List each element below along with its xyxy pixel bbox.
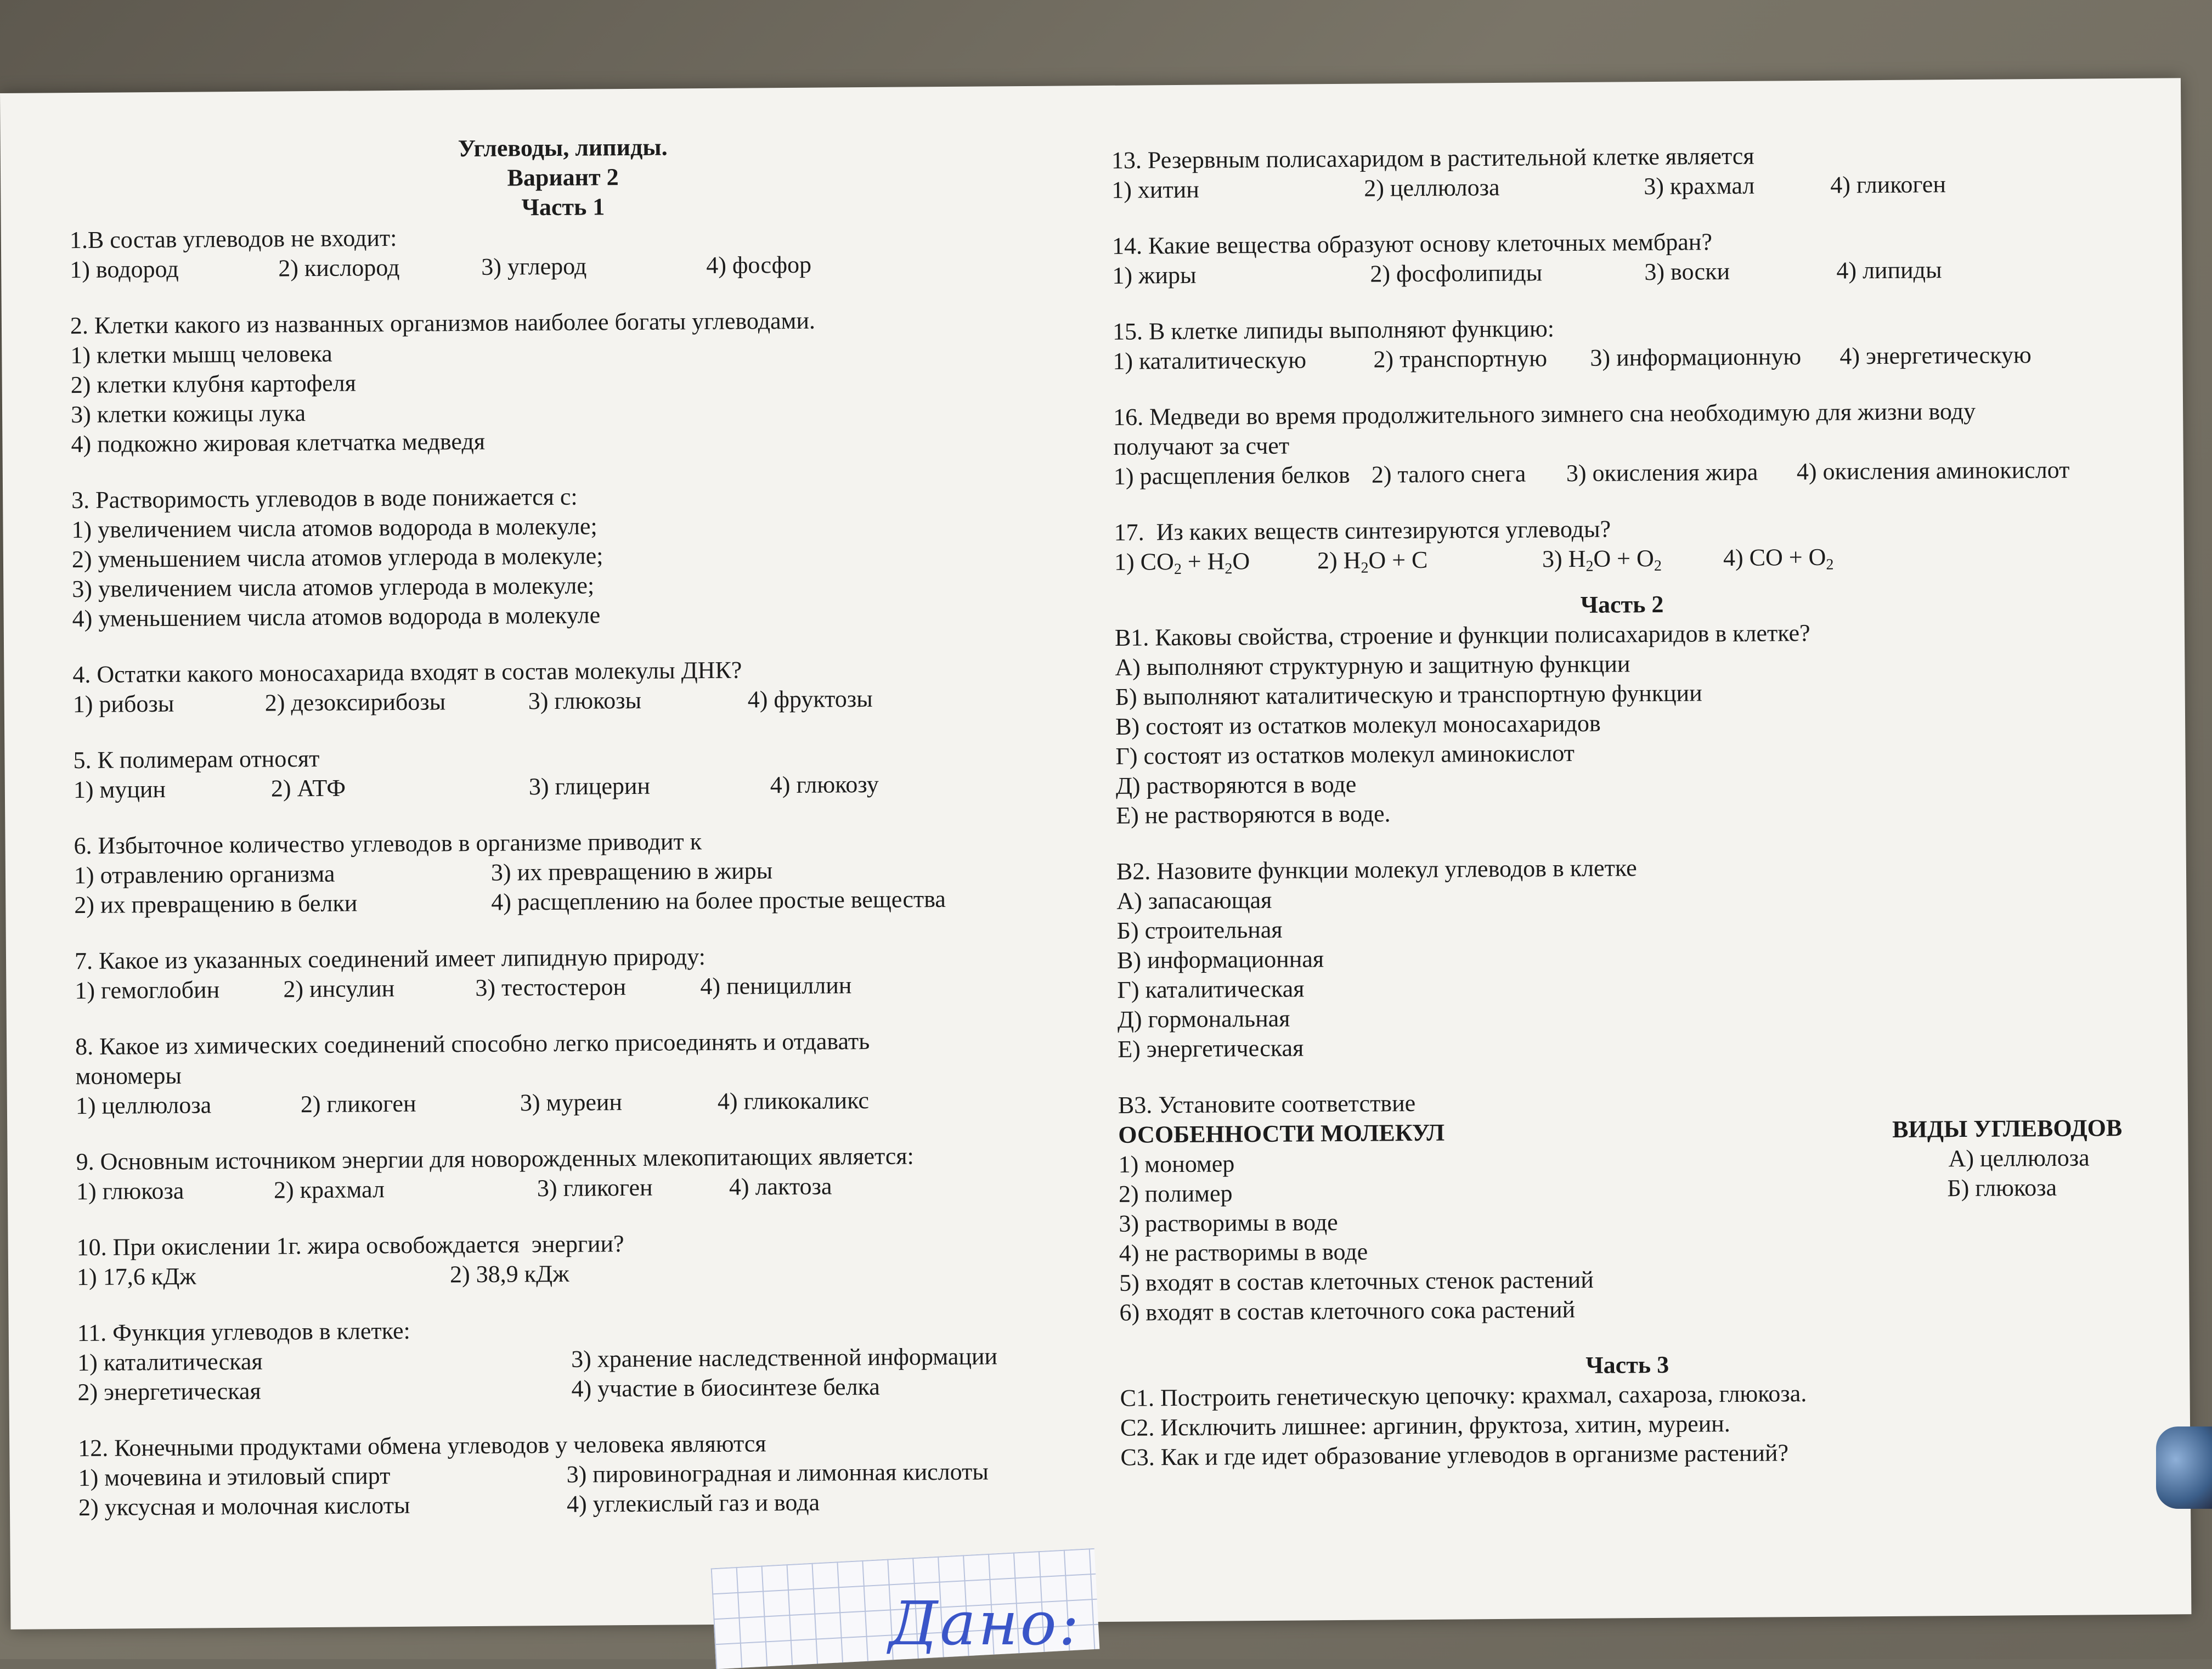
question-11	[77, 1312, 1065, 1408]
handwritten-note: Дано:	[889, 1588, 1081, 1659]
question-text: 4. Остатки какого моносахарида входят в состав молекулы ДНК?	[72, 656, 742, 689]
question-text: В3. Установите соответствие	[1118, 1090, 1416, 1119]
pen-cap	[2156, 1426, 2212, 1509]
option: 4) фосфор	[706, 251, 812, 279]
option: Д) гормональная	[1117, 1005, 1290, 1033]
option: 3) растворимы в воде	[1119, 1209, 1338, 1237]
option: Д) растворяются в воде	[1115, 770, 1357, 799]
question-16	[1113, 396, 2129, 492]
option: 4) гликоген	[1830, 171, 1946, 199]
question-4	[72, 653, 1060, 720]
option: 4) глюкозу	[770, 770, 879, 799]
option: 2) крахмал	[273, 1176, 385, 1204]
option: 2) фосфолипиды	[1370, 259, 1543, 287]
part2-heading: Часть 2	[1580, 590, 1664, 618]
option: 1) клетки мышц человека	[70, 340, 332, 369]
question-text: 5. К полимерам относят	[73, 745, 320, 774]
option: 3) хранение наследственной информации	[571, 1343, 998, 1373]
option: 3) глицерин	[528, 772, 651, 800]
option: 1) каталитическая	[77, 1347, 263, 1377]
option: А) запасающая	[1116, 886, 1272, 915]
option: 1) рибозы	[72, 690, 174, 718]
question-10	[77, 1226, 1065, 1293]
right-column	[1111, 139, 2136, 1473]
option: 1) целлюлоза	[75, 1091, 212, 1120]
question-3	[71, 479, 1060, 634]
question-9	[76, 1141, 1064, 1207]
option: 3) углерод	[481, 252, 587, 280]
option: А) выполняют структурную и защитную функции	[1115, 650, 1630, 681]
worksheet-page	[0, 78, 2191, 1629]
question-text: 12. Конечными продуктами обмена углеводов у человека являются	[78, 1430, 766, 1462]
option: 4) пенициллин	[700, 972, 852, 1000]
option: 2) инсулин	[283, 975, 395, 1003]
question-text: 3. Растворимость углеводов в воде понижается с:	[71, 483, 578, 514]
option: 2) гликоген	[300, 1090, 416, 1118]
question-12	[78, 1427, 1066, 1523]
option: 4) не растворимы в воде	[1119, 1238, 1368, 1267]
option: 2) $H_2O + C$	[1317, 546, 1428, 577]
task: С3. Как и где идет образование углеводов в организме растений?	[1120, 1439, 1789, 1471]
option: 3) воски	[1644, 257, 1730, 286]
option: 1) муцин	[73, 775, 166, 804]
task: С2. Исключить лишнее: аргинин, фруктоза, хитин, муреин.	[1120, 1410, 1730, 1441]
question-b1	[1115, 616, 2131, 831]
question-7	[75, 940, 1063, 1006]
option: 1) $CO_2 + H_2O$	[1114, 548, 1250, 578]
option: 1) отравлению организма	[74, 860, 335, 889]
question-text: 6. Избыточное количество углеводов в организме приводит к	[74, 828, 702, 860]
column-heading: ВИДЫ УГЛЕВОДОВ	[1892, 1114, 2123, 1143]
question-text: 2. Клетки какого из названных организмов наиболее богаты углеводами.	[70, 307, 816, 340]
option: 1) жиры	[1112, 261, 1197, 289]
option: 4) углекислый газ и вода	[566, 1488, 820, 1518]
question-text: В2. Назовите функции молекул углеводов в клетке	[1116, 854, 1637, 885]
column-heading: ОСОБЕННОСТИ МОЛЕКУЛ	[1118, 1119, 1445, 1148]
option: 3) окисления жира	[1566, 458, 1758, 487]
option: 4) лактоза	[729, 1172, 832, 1200]
option: 3) клетки кожицы лука	[70, 399, 306, 428]
question-text-cont: получают за счет	[1113, 432, 1290, 460]
option: 2) 38,9 кДж	[449, 1260, 569, 1288]
option: 2) их превращению в белки	[74, 889, 358, 919]
part3-heading: Часть 3	[1585, 1351, 1669, 1379]
option: 1) каталитическую	[1113, 346, 1307, 375]
option: 1) водород	[70, 255, 179, 284]
option: 4) липиды	[1836, 256, 1942, 284]
kind-option: А) целлюлоза	[1948, 1144, 2090, 1172]
option: 5) входят в состав клеточных стенок растений	[1119, 1266, 1594, 1296]
question-text: 17. Из каких веществ синтезируются углеводы?	[1114, 515, 1611, 546]
option: 2) АТФ	[270, 774, 346, 802]
question-13	[1111, 139, 2127, 205]
task: С1. Построить генетическую цепочку: крахмал, сахароза, глюкоза.	[1120, 1380, 1807, 1412]
question-b2	[1116, 850, 2133, 1064]
question-text-cont: мономеры	[75, 1062, 182, 1090]
option: 1) глюкоза	[76, 1177, 184, 1205]
question-text: 11. Функция углеводов в клетке:	[77, 1317, 410, 1347]
question-14	[1112, 224, 2128, 291]
option: 1) мономер	[1118, 1150, 1235, 1178]
question-text: 16. Медведи во время продолжительного зимнего сна необходимую для жизни воду	[1113, 397, 1976, 431]
option: Б) строительная	[1116, 916, 1283, 944]
option: Е) энергетическая	[1118, 1034, 1304, 1063]
option: 2) полимер	[1118, 1180, 1233, 1208]
part3-tasks	[1120, 1377, 2135, 1473]
worksheet-title: Углеводы, липиды.	[458, 133, 668, 162]
left-column	[69, 130, 1066, 1523]
option: 2) целлюлоза	[1364, 173, 1500, 202]
option: Е) не растворяются в воде.	[1116, 800, 1391, 829]
option: В) информационная	[1116, 945, 1324, 974]
option: 3) $H_2O + O_2$	[1542, 544, 1662, 575]
option: 4) фруктозы	[747, 685, 873, 713]
question-text: 10. При окислении 1г. жира освобождается энергии?	[76, 1230, 624, 1261]
option: 2) дезоксирибозы	[264, 688, 446, 717]
option: В) состоят из остатков молекул моносахаридов	[1115, 709, 1601, 740]
question-2	[70, 305, 1059, 460]
question-text: 15. В клетке липиды выполняют функцию:	[1112, 315, 1555, 345]
option: 2) клетки клубня картофеля	[70, 369, 357, 399]
option: 1) мочевина и этиловый спирт	[78, 1462, 391, 1492]
option: 3) крахмал	[1644, 172, 1755, 200]
option: 1) увеличением числа атомов водорода в молекуле;	[71, 512, 597, 544]
option: 2) талого снега	[1371, 460, 1526, 488]
option: 4) расщеплению на более простые вещества	[491, 886, 946, 916]
option: 4) подкожно жировая клетчатка медведя	[71, 427, 486, 458]
question-text: 1.В состав углеводов не входит:	[69, 224, 397, 254]
option: 2) уменьшением числа атомов углерода в молекуле;	[71, 542, 603, 573]
option: 3) информационную	[1590, 343, 1802, 371]
option: 1) хитин	[1111, 176, 1199, 204]
option: 3) гликоген	[537, 1174, 653, 1202]
option: 3) их превращению в жиры	[490, 857, 773, 886]
question-text: 8. Какое из химических соединений способно легко присоединять и отдавать	[75, 1027, 870, 1061]
question-text: 13. Резервным полисахаридом в растительной клетке является	[1111, 142, 1754, 174]
option: 1) 17,6 кДж	[76, 1262, 196, 1291]
option: 2) энергетическая	[77, 1377, 261, 1406]
option: 4) гликокаликс	[717, 1086, 870, 1115]
option: 3) муреин	[520, 1089, 623, 1117]
question-17	[1114, 511, 2129, 577]
option: 1) гемоглобин	[75, 976, 220, 1005]
option: 4) CO + $O_2$	[1723, 543, 1834, 573]
part1-heading: Часть 1	[521, 193, 605, 221]
option: 2) кислород	[278, 253, 400, 282]
question-8	[75, 1025, 1063, 1121]
question-5	[73, 739, 1061, 805]
option: 4) уменьшением числа атомов водорода в молекуле	[72, 601, 601, 633]
question-b3	[1118, 1084, 2135, 1328]
option: 6) входят в состав клеточного сока растений	[1119, 1296, 1576, 1326]
variant-label: Вариант 2	[507, 163, 619, 191]
option: 3) глюкозы	[528, 686, 642, 715]
question-text: 14. Какие вещества образуют основу клеточных мембран?	[1111, 228, 1713, 260]
option: Г) каталитическая	[1117, 975, 1305, 1003]
question-text: 9. Основным источником энергии для новорожденных млекопитающих является:	[76, 1142, 914, 1176]
option: 3) тестостерон	[475, 973, 627, 1001]
option: 3) пировиноградная и лимонная кислоты	[566, 1458, 989, 1488]
option: 2) транспортную	[1373, 345, 1548, 373]
option: 2) уксусная и молочная кислоты	[78, 1491, 410, 1521]
option: 4) окисления аминокислот	[1796, 456, 2070, 486]
question-15	[1113, 310, 2128, 376]
question-6	[74, 825, 1062, 921]
question-1	[70, 219, 1058, 285]
question-text: 7. Какое из указанных соединений имеет липидную природу:	[74, 943, 706, 975]
options-row	[78, 1486, 1066, 1523]
option: 3) увеличением числа атомов углерода в молекуле;	[72, 572, 595, 603]
option: Г) состоят из остатков молекул аминокислот	[1115, 739, 1575, 770]
option: Б) выполняют каталитическую и транспортную функции	[1115, 679, 1702, 711]
option: 4) энергетическую	[1839, 341, 2032, 370]
option: 4) участие в биосинтезе белка	[571, 1373, 880, 1402]
question-text: В1. Каковы свойства, строение и функции полисахаридов в клетке?	[1114, 619, 1810, 651]
kind-option: Б) глюкоза	[1947, 1174, 2057, 1202]
option: 1) расщепления белков	[1113, 461, 1350, 490]
